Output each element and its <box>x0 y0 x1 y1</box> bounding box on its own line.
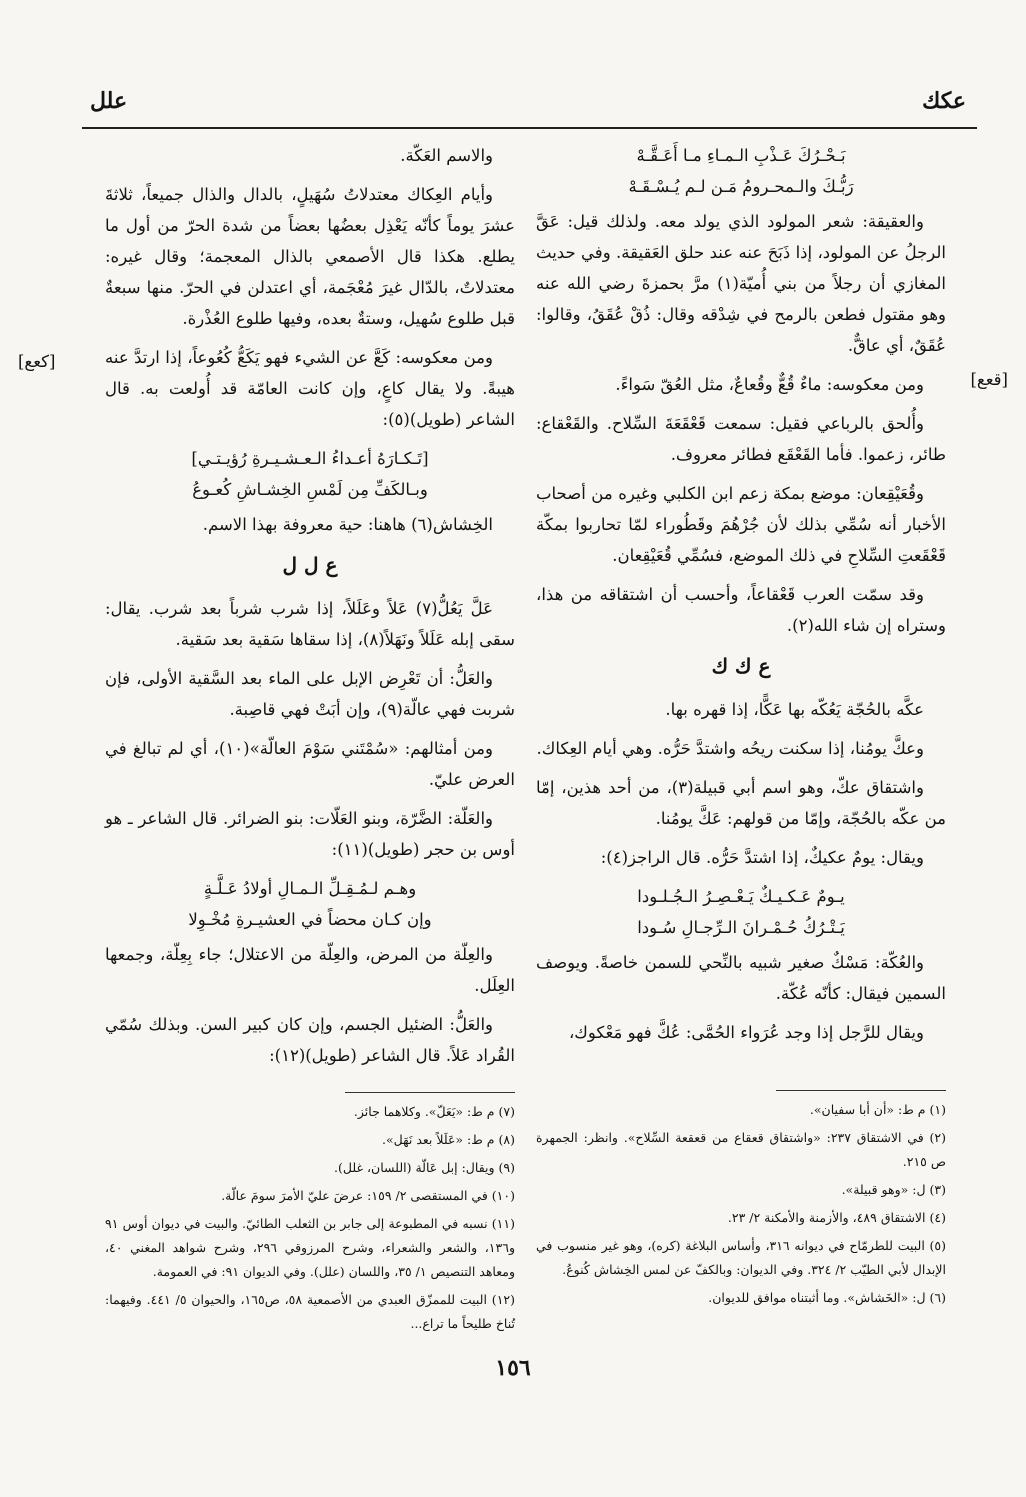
paragraph: وقد سمّت العرب قَعْقاعاً، وأحسب أن اشتقاقه من هذا، وستراه إن شاء الله(٢). <box>536 585 946 635</box>
footnote: (١٠) في المستقصى ٢/ ١٥٩: عرضَ عليّ الأمرَ سومَ عالّة. <box>221 1188 515 1203</box>
page-number: ١٥٦ <box>495 1355 531 1381</box>
verse-line: وإن كـان محضاً في العشيـرةِ مُخْـوِلا <box>188 910 432 929</box>
verse-line: وهـم لـمُـقِـلِّ الـمـالِ أولادُ عَـلَّـةٍ <box>203 879 417 898</box>
verse-line: يـومٌ عَـكـيـكٌ يَـعْـصِـرُ الـجُـلـودا <box>637 887 845 906</box>
verse-line: يَـتْـرُكُ حُـمْـرانَ الـرِّجـالِ سُـودا <box>637 918 845 937</box>
root-heading: ع ل ل <box>282 553 338 577</box>
footnote: (٤) الاشتقاق ٤٨٩، والأزمنة والأمكنة ٢/ ٢٣. <box>727 1210 946 1225</box>
paragraph: والعقيقة: شعر المولود الذي يولد معه. ولذلك قيل: عَقَّ الرجلُ عن المولود، إذا ذَبَحَ عنه عند حلق العَقيقة. وفي حديث المغازي أن رجلاً من بني أُميّة(١) مرَّ بحمزةَ رضي الله عنه وهو مقتول فطعن بالرمح في شِدْقه وقال: ذُقْ عُقَقُ، وقالوا: عُقَقٌ، أي عاقٌّ. <box>536 212 946 355</box>
footnote: (٨) م ط: «عَلَلاً بعد نَهَل». <box>382 1132 515 1147</box>
footnote-rule <box>345 1092 515 1093</box>
footnote: (١١) نسبه في المطبوعة إلى جابر بن الثعلب الطائيّ. والبيت في ديوان أوس ٩١ و١٣٦، والشعر والشعراء، وشرح المرزوقي ٢٩٦، وشرح شواهد المغني ٤٠، ومعاهد التنصيص ١/ ٣٥، واللسان (علل). وفي الديوان ٩١: في العمومة. <box>105 1216 515 1279</box>
root-margin-tag: [كعع] <box>18 352 56 371</box>
paragraph: ومن معكوسه: ماءٌ قُعٌّ وقُعاعٌ، مثل العُقّ سَواءً. <box>615 375 924 394</box>
verse-line: [تَـكـارَهُ أعـداءُ الـعـشـيـرةِ رُؤيـتـي] <box>191 449 429 468</box>
footnote: (٢) في الاشتقاق ٢٣٧: «واشتقاق قعقاع من قعقعة السِّلاح». وانظر: الجمهرة ص ٢١٥. <box>536 1130 947 1169</box>
footnote: (٩) ويقال: إبل عَالّة (اللسان، غلل). <box>334 1160 515 1175</box>
footnote: (٥) البيت للطرمّاح في ديوانه ٣١٦، وأساس البلاغة (كره)، وهو غير منسوب في الإبدال لأبي الطيّب ٢/ ٣٢٤. وفي الديوان: وبالكفّ عن لمس الخِشاش كُنوعُ. <box>536 1238 946 1277</box>
paragraph: وأيام العِكاك معتدلاتُ سُهَيلٍ، بالدال والذال جميعاً، ثلاثةَ عشرَ يوماً كأنّه يَعْذِل بعضُها بعضاً من شدة الحرّ من أول ما يطلع. هكذا قال الأصمعي بالذال المعجمة؛ وقال غيره: معتدلاتٌ، بالدّال غيرَ مُعْجَمة، أي اعتدلن في الحرّ. منها سبعةٌ قبل طلوع سُهيل، وستةٌ بعده، وفيها طلوع العُذْرة. <box>105 185 515 328</box>
paragraph: الخِشاش(٦) هاهنا: حية معروفة بهذا الاسم. <box>202 515 493 534</box>
verse-block <box>105 443 515 505</box>
root-margin-tag: [قعع] <box>970 370 1008 389</box>
paragraph: والعِلّة من المرض، والعِلّة من الاعتلال؛ جاء بِعِلّة، وجمعها العِلَل. <box>105 945 515 995</box>
footnote-rule <box>776 1090 946 1091</box>
paragraph: واشتقاق عكّ، وهو اسم أبي قبيلة(٣)، من أحد هذين، إمّا من عكّه بالحُجّة، وإمّا من قولهم: عَكَّ يومُنا. <box>536 778 946 828</box>
paragraph: والعَلّة: الضَّرّة، وبنو العَلّات: بنو الضرائر. قال الشاعر ـ هو أوس بن حجر (طويل)(١١): <box>105 809 515 859</box>
paragraph: ومن أمثالهم: «سُمْتَني سَوْمَ العالّة»(١٠)، أي لم تبالغ في العرض عليّ. <box>105 739 515 789</box>
running-head-right: عكك <box>922 88 966 114</box>
paragraph: والاسم العَكّة. <box>400 146 493 165</box>
paragraph: ومن معكوسه: كَعَّ عن الشيء فهو يَكَعُّ كُعُوعاً، إذا ارتدَّ عنه هيبةً. ولا يقال كاعٍ، وإن كانت العامّة قد أُولعت به. قال الشاعر (طويل)(٥): <box>105 348 515 429</box>
verse-line: رَبُّـكَ والـمحـرومُ مَـن لـم يُـسْـقَـهْ <box>628 177 854 196</box>
paragraph: ويقال: يومٌ عكيكٌ، إذا اشتدَّ حَرُّه. قال الراجز(٤): <box>600 848 924 867</box>
paragraph: وعكَّ يومُنا، إذا سكنت ريحُه واشتدَّ حَرُّه. وهي أيام العِكاك. <box>536 739 924 758</box>
footnote: (٧) م ط: «يَعَلّ». وكلاهما جائز. <box>353 1104 515 1119</box>
paragraph: وأُلحق بالرباعي فقيل: سمعت قَعْقَعَةَ السِّلاح. والقَعْقاع: طائر، زعموا. فأما القَعْقَع فطائر معروف. <box>536 414 946 464</box>
paragraph: والعُكّة: مَسْكٌ صغير شبيه بالنِّحي للسمن خاصةً. ويوصف السمين فيقال: كأنّه عُكّة. <box>536 953 946 1003</box>
paragraph: وقُعَيْقِعان: موضع بمكة زعم ابن الكلبي وغيره من أصحاب الأخبار أنه سُمِّي بذلك لأن جُرْهُمَ وقَطُوراء لمّا تحاربوا بمكّة قَعْقَعتِ السِّلاحِ في ذلك الموضع، فسُمِّي قُعَيْقِعان. <box>536 484 946 565</box>
footnote: (٣) ل: «وهو قبيلة». <box>841 1182 946 1197</box>
paragraph: ويقال للرَّجل إذا وجد عُرَواء الحُمَّى: عُكَّ فهو مَعْكوك، <box>568 1023 924 1042</box>
paragraph: والعَلُّ: أن تَعْرِض الإبل على الماء بعد السَّقية الأولى، فإن شربت فهي عالّة(٩)، وإن أبَتْ فهي قاصِبة. <box>105 669 515 719</box>
footnotes-left <box>105 1100 515 1340</box>
running-head-left: علل <box>90 88 128 114</box>
verse-block <box>536 881 946 943</box>
paragraph: عَلَّ يَعُلُّ(٧) عَلاً وعَلَلاً، إذا شرب شرباً بعد شرب. يقال: سقى إبله عَلَلاً ونَهَلاً(٨)، إذا سقاها سَقية بعد سَقية. <box>105 599 515 649</box>
verse-block <box>536 140 946 202</box>
verse-line: وبـالكَفِّ مِن لَمْسِ الخِشـاشِ كُعـوعُ <box>192 480 428 499</box>
right-column <box>536 140 946 1056</box>
footnotes-right <box>536 1098 946 1314</box>
header-rule <box>82 127 977 129</box>
root-heading: ع ك ك <box>711 654 771 678</box>
verse-line: بَـحْـرُكَ عَـذْبِ الـمـاءِ مـا أَعَـقَّـهْ <box>636 146 846 165</box>
verse-block <box>105 873 515 935</box>
footnote: (٦) ل: «الخَشاش». وما أثبتناه موافق للديوان. <box>708 1290 946 1305</box>
paragraph: عكَّه بالحُجّة يَعُكّه بها عَكًّا، إذا قهره بها. <box>665 700 924 719</box>
left-column <box>105 140 515 1079</box>
footnote: (١) م ط: «أن أبا سفيان». <box>809 1102 946 1117</box>
paragraph: والعَلُّ: الضئيل الجسم، وإن كان كبير السن. وبذلك سُمّي القُراد عَلاً. قال الشاعر (طويل)(١٢): <box>105 1015 515 1065</box>
footnote: (١٢) البيت للممزّق العبدي من الأصمعية ٥٨، ص١٦٥، والحيوان ٥/ ٤٤١. وفيهما: تُناخ طليحاً ما تراع... <box>105 1292 516 1331</box>
